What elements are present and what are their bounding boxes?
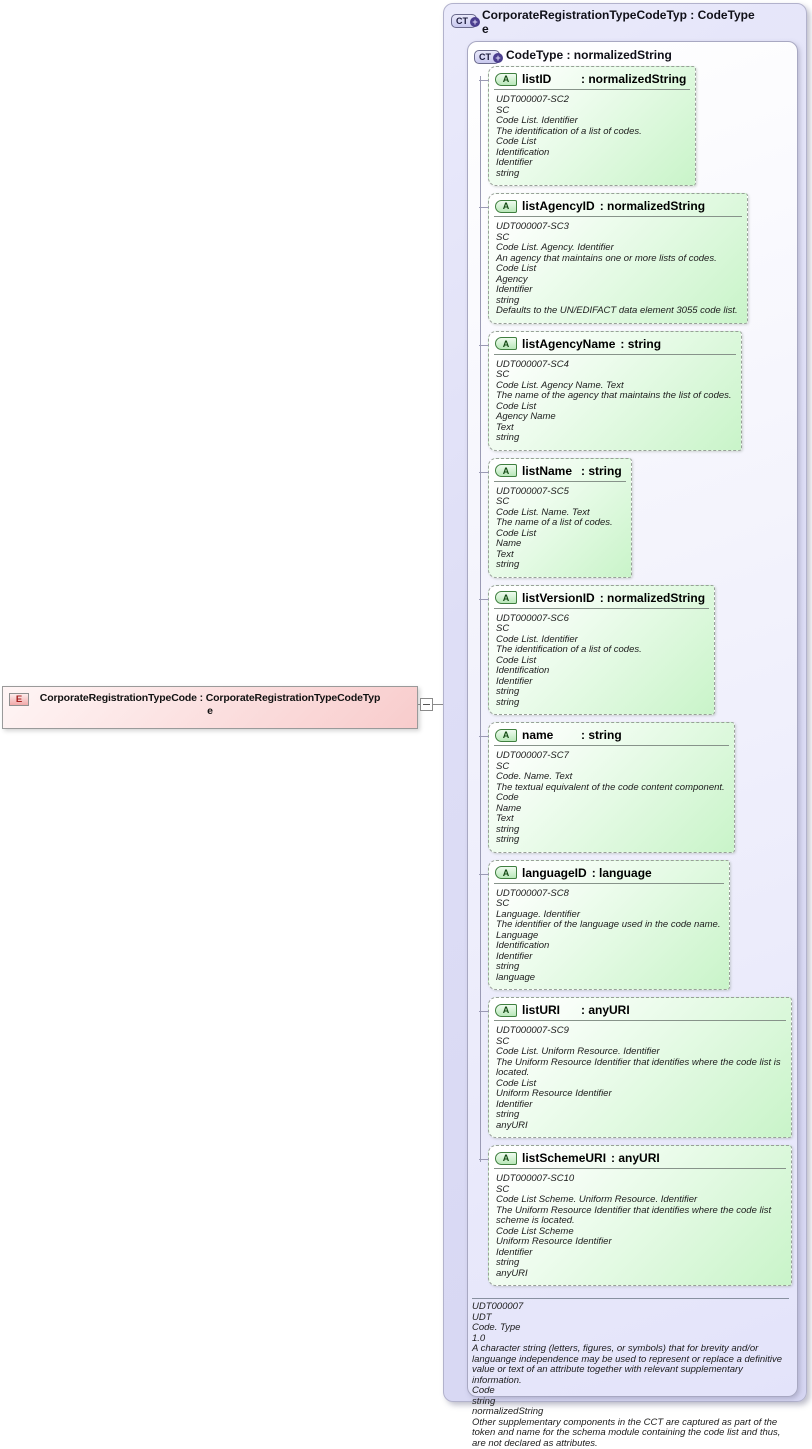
doc-line: Code List [496,137,686,148]
plus-icon: + [493,53,503,63]
doc-line: language [496,973,720,984]
attribute-docs [489,1172,791,1280]
doc-line: Code List. Uniform Resource. Identifier [496,1047,782,1058]
doc-line: Code List [496,529,622,540]
doc-line: string [496,962,720,973]
doc-line: string [496,1110,782,1121]
attribute-type: : anyURI [611,1151,660,1165]
doc-line: string [496,296,738,307]
attribute-name: languageID [522,866,587,880]
doc-line: UDT000007-SC10 [496,1174,782,1185]
doc-line: The Uniform Resource Identifier that identifies where the code list is located. [496,1058,782,1079]
complex-type-title-line1: CorporateRegistrationTypeCodeTyp : CodeType [482,8,802,22]
attribute-separator [494,216,742,217]
attribute-docs [489,749,734,847]
doc-line: Code List [496,264,738,275]
attribute-type: : anyURI [581,1003,630,1017]
doc-line: SC [496,233,738,244]
attribute-separator [494,354,736,355]
attribute-type: : normalizedString [600,591,705,605]
attribute-type: : string [581,464,622,478]
doc-line: Identification [496,148,686,159]
doc-line: An agency that maintains one or more lists of codes. [496,254,738,265]
attribute-separator [494,745,729,746]
doc-line: Uniform Resource Identifier [496,1089,782,1100]
attribute-docs [489,887,729,985]
doc-line: Identifier [496,952,720,963]
doc-line: Name [496,804,725,815]
attribute-name: listAgencyID [522,199,595,213]
base-type-icon [474,50,500,64]
doc-line: Identifier [496,1100,782,1111]
doc-line: string [496,1258,782,1269]
doc-line: Text [496,423,732,434]
doc-line: string [496,687,705,698]
base-type-header[interactable] [474,47,500,65]
doc-line: Identifier [496,1248,782,1259]
doc-line: UDT000007-SC6 [496,614,705,625]
attribute-header [489,194,747,216]
doc-line: UDT000007-SC4 [496,360,732,371]
doc-line: SC [496,624,705,635]
doc-line: SC [496,370,732,381]
doc-line: Code List [496,1079,782,1090]
doc-line: UDT000007-SC3 [496,222,738,233]
attribute-header [489,332,741,354]
attribute-header [489,1146,791,1168]
type-annotation [472,1298,789,1449]
doc-line: anyURI [496,1269,782,1280]
doc-line: The Uniform Resource Identifier that identifies where the code list scheme is located. [496,1206,782,1227]
attribute-separator [494,1020,786,1021]
element-box[interactable] [2,686,418,729]
base-type-icon-label: CT [479,52,491,62]
doc-line: Identifier [496,158,686,169]
attribute-separator [494,481,626,482]
annotation-line: Code [472,1386,792,1397]
attribute-name: listVersionID [522,591,595,605]
doc-line: Code List [496,656,705,667]
doc-line: string [496,560,622,571]
complex-type-icon [451,14,477,28]
doc-line: Uniform Resource Identifier [496,1237,782,1248]
attribute-separator [494,1168,786,1169]
annotation-separator [472,1298,789,1299]
attribute-name: listID [522,72,576,86]
attribute-header [489,459,631,481]
doc-line: Defaults to the UN/EDIFACT data element 3055 code list. [496,306,738,317]
attribute-box[interactable] [488,458,632,578]
attribute-box[interactable] [488,66,696,186]
doc-line: string [496,433,732,444]
attribute-header [489,998,791,1020]
doc-line: The identification of a list of codes. [496,127,686,138]
attribute-header [489,861,729,883]
doc-line: Code List. Agency Name. Text [496,381,732,392]
annotation-line: 1.0 [472,1334,792,1345]
attribute-icon: A [495,73,517,86]
attribute-docs [489,612,714,710]
attribute-icon: A [495,1152,517,1165]
annotation-line: Code. Type [472,1323,792,1334]
annotation-line: string [472,1397,792,1408]
doc-line: SC [496,1037,782,1048]
doc-line: Code. Name. Text [496,772,725,783]
doc-line: anyURI [496,1121,782,1132]
attribute-icon: A [495,200,517,213]
doc-line: Agency [496,275,738,286]
doc-line: Text [496,814,725,825]
annotation-line: normalizedString [472,1407,792,1418]
doc-line: Identifier [496,677,705,688]
doc-line: The textual equivalent of the code content component. [496,783,725,794]
doc-line: string [496,169,686,180]
doc-line: Code List Scheme [496,1227,782,1238]
doc-line: SC [496,899,720,910]
doc-line: Identifier [496,285,738,296]
attribute-docs [489,93,695,180]
attribute-separator [494,89,690,90]
doc-line: string [496,698,705,709]
attribute-column [488,66,797,1286]
doc-line: UDT000007-SC2 [496,95,686,106]
doc-line: SC [496,1185,782,1196]
attribute-icon: A [495,464,517,477]
complex-type-icon-label: CT [456,16,468,26]
doc-line: Code List. Name. Text [496,508,622,519]
doc-line: Language. Identifier [496,910,720,921]
attribute-box[interactable] [488,331,742,451]
attribute-box[interactable] [488,722,735,853]
attribute-separator [494,883,724,884]
attribute-type: : normalizedString [581,72,686,86]
doc-line: UDT000007-SC5 [496,487,622,498]
annotation-line: UDT [472,1313,792,1324]
element-icon: E [9,693,29,706]
complex-type-title-line2: e [482,22,802,36]
attribute-box[interactable] [488,997,792,1138]
attribute-header [489,67,695,89]
attribute-name: listSchemeURI [522,1151,606,1165]
doc-line: Name [496,539,622,550]
doc-line: The name of the agency that maintains the list of codes. [496,391,732,402]
attribute-type: : normalizedString [600,199,705,213]
doc-line: UDT000007-SC8 [496,889,720,900]
attribute-box[interactable] [488,193,748,324]
doc-line: SC [496,497,622,508]
doc-line: Code List. Identifier [496,116,686,127]
doc-line: Code [496,793,725,804]
doc-line: SC [496,106,686,117]
doc-line: SC [496,762,725,773]
attribute-header [489,586,714,608]
attribute-box[interactable] [488,1145,792,1286]
base-type-title: CodeType : normalizedString [506,48,672,62]
doc-line: Text [496,550,622,561]
attribute-icon: A [495,729,517,742]
doc-line: Identification [496,941,720,952]
annotation-line: A character string (letters, figures, or symbols) that for brevity and/or languange independence may be used to represent or replace a definitive value or text of an attribute together with relevant supplementary information. [472,1344,792,1386]
doc-line: The name of a list of codes. [496,518,622,529]
attribute-name: listURI [522,1003,576,1017]
doc-line: Code List [496,402,732,413]
doc-line: string [496,835,725,846]
complex-type-box [443,3,807,1402]
element-title [3,692,417,718]
doc-line: The identification of a list of codes. [496,645,705,656]
complex-type-header[interactable] [451,11,477,29]
attribute-name: name [522,728,576,742]
attribute-docs [489,1024,791,1132]
base-type-box [467,41,798,1397]
attribute-type: : string [581,728,622,742]
attribute-header [489,723,734,745]
attribute-icon: A [495,866,517,879]
attribute-type: : string [620,337,661,351]
element-title-line1: CorporateRegistrationTypeCode : CorporateRegistrationTypeCodeTyp [3,692,417,705]
doc-line: Code List Scheme. Uniform Resource. Identifier [496,1195,782,1206]
collapse-toggle-icon[interactable] [420,698,433,711]
doc-line: UDT000007-SC7 [496,751,725,762]
attribute-docs [489,358,741,445]
doc-line: Agency Name [496,412,732,423]
attribute-icon: A [495,337,517,350]
attribute-icon: A [495,591,517,604]
attribute-docs [489,485,631,572]
attribute-name: listName [522,464,576,478]
base-type-content [468,66,797,1449]
attribute-name: listAgencyName [522,337,615,351]
doc-line: string [496,825,725,836]
complex-type-title [482,8,802,36]
attribute-type: : language [592,866,652,880]
attribute-docs [489,220,747,318]
attribute-box[interactable] [488,585,715,716]
annotation-line: UDT000007 [472,1302,792,1313]
doc-line: Language [496,931,720,942]
attribute-separator [494,608,709,609]
attribute-icon: A [495,1004,517,1017]
attribute-box[interactable] [488,860,730,991]
annotation-lines [472,1302,792,1449]
doc-line: Code List. Identifier [496,635,705,646]
doc-line: The identifier of the language used in the code name. [496,920,720,931]
doc-line: Identification [496,666,705,677]
doc-line: Code List. Agency. Identifier [496,243,738,254]
doc-line: UDT000007-SC9 [496,1026,782,1037]
annotation-line: Other supplementary components in the CCT are captured as part of the token and name for the schema module containing the code list and thus, are not declared as attributes. [472,1418,792,1449]
element-title-line2: e [3,705,417,718]
plus-icon: + [470,17,480,27]
